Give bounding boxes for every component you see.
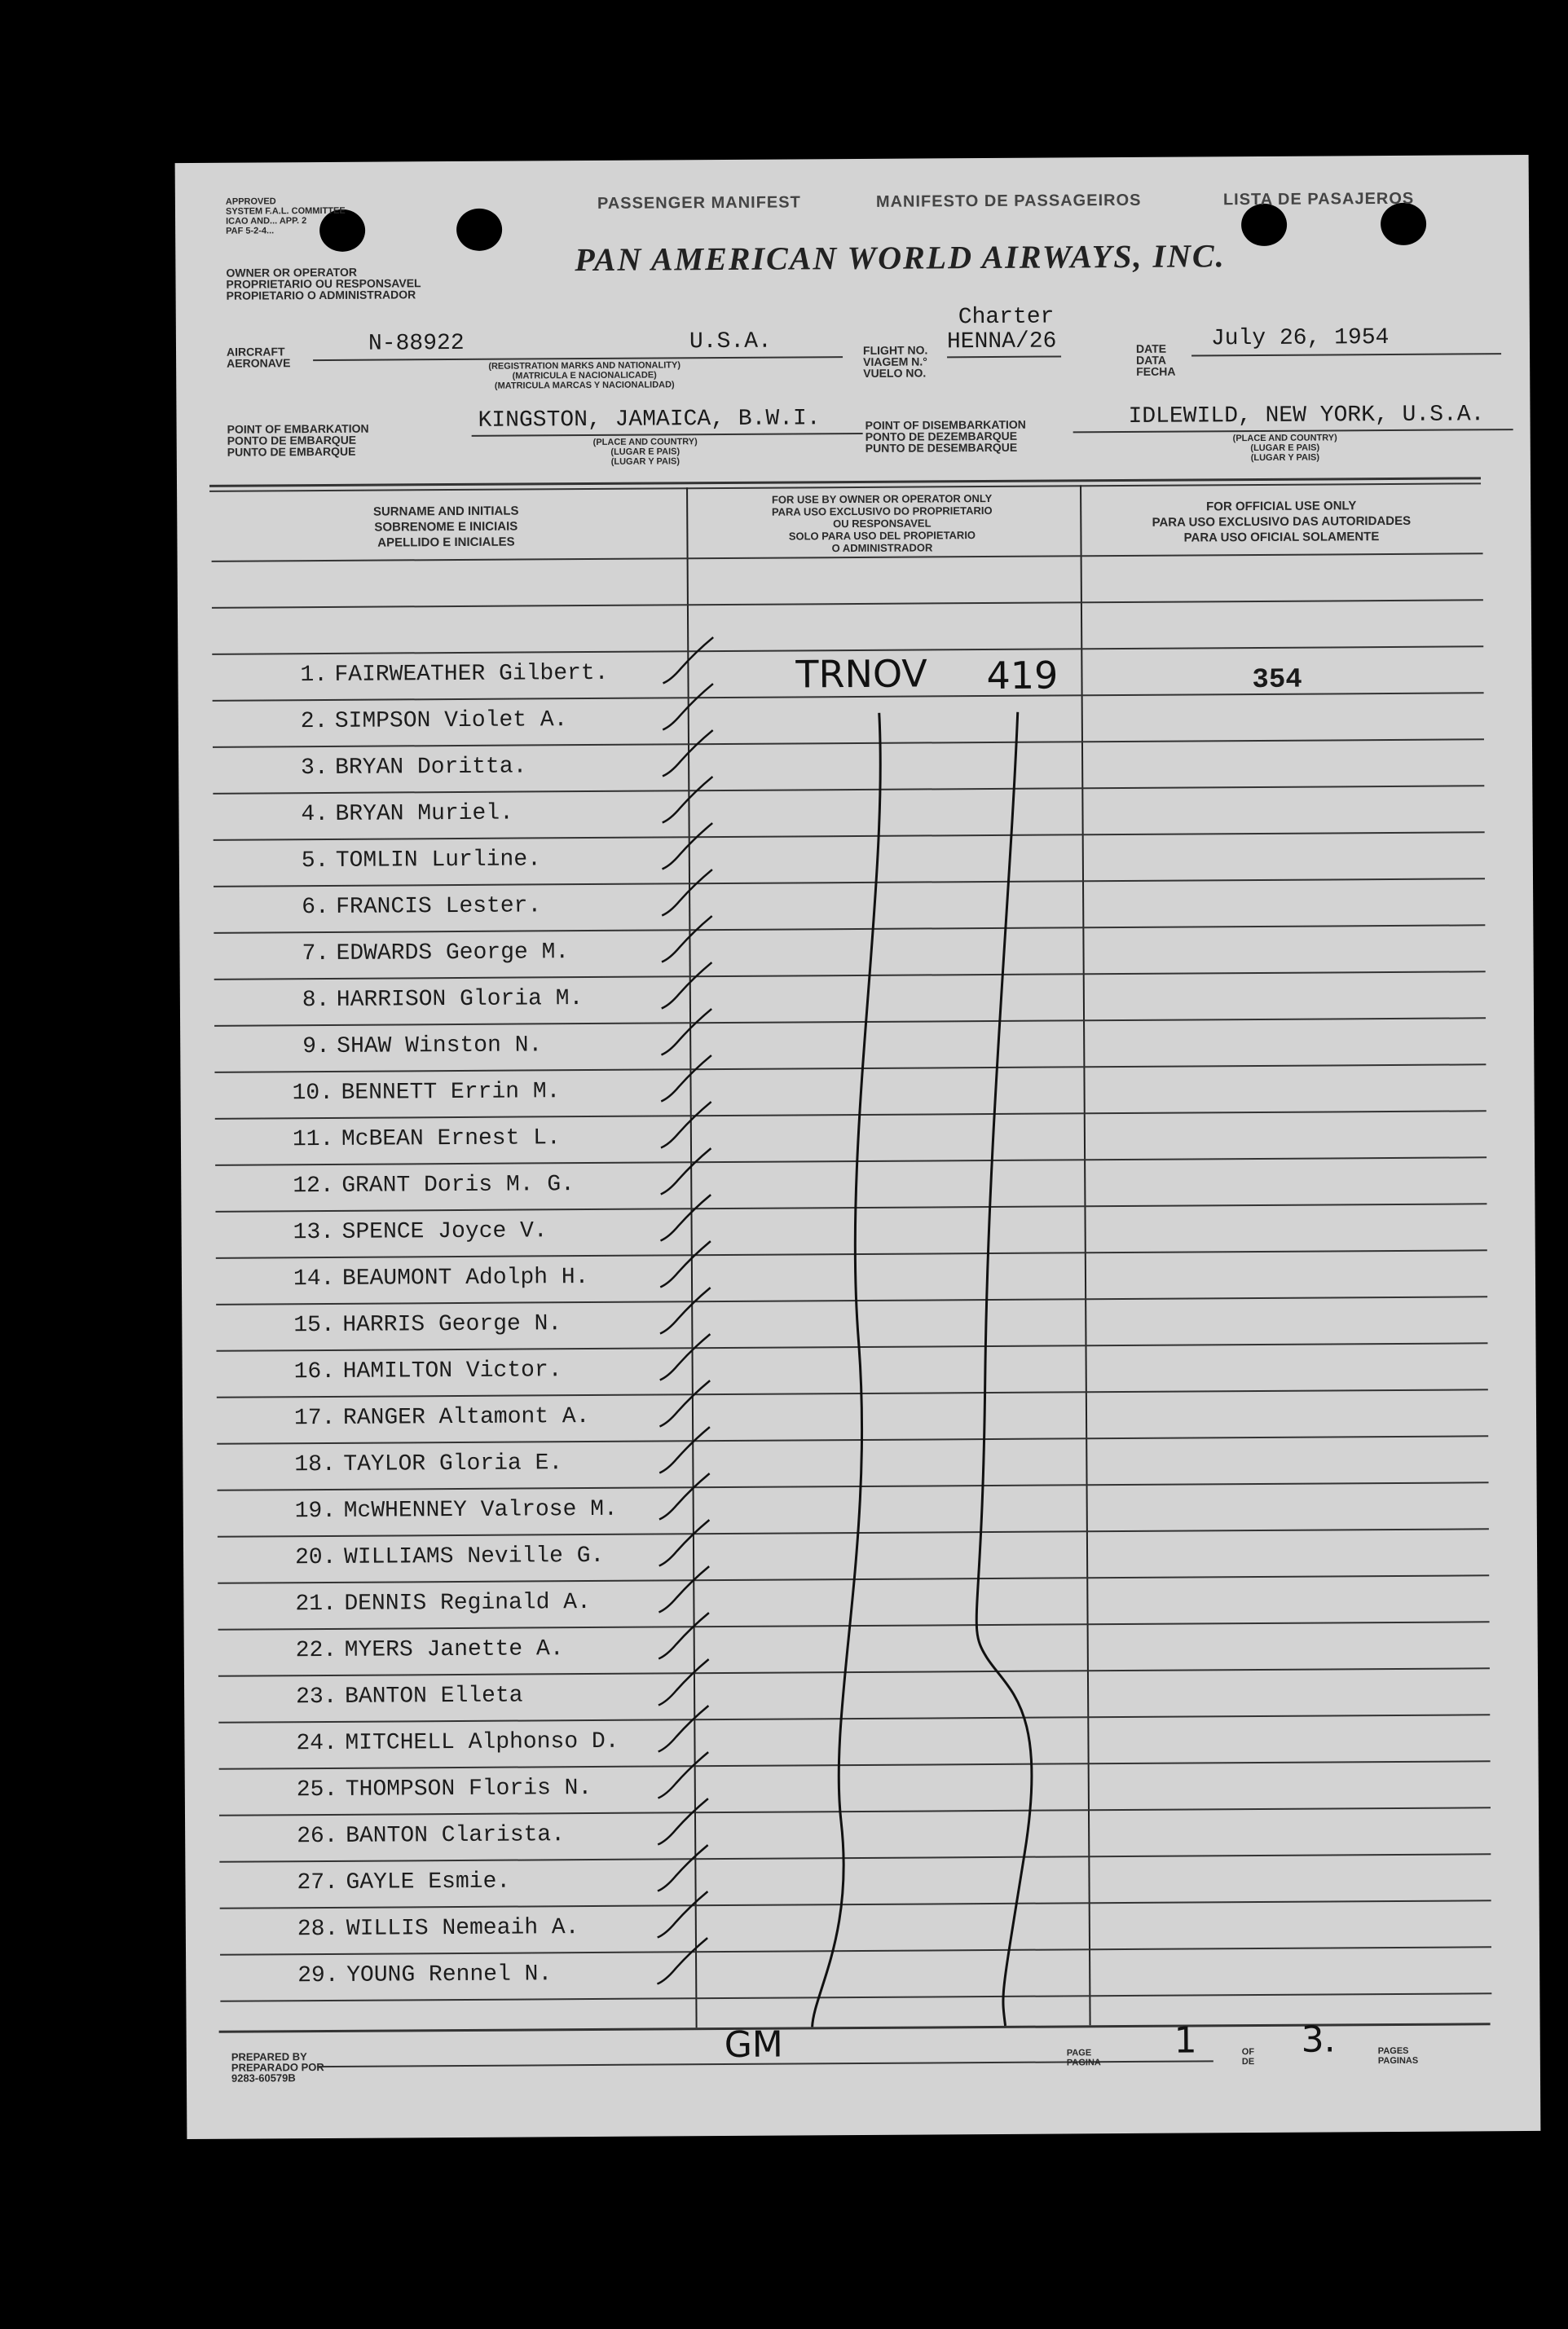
passenger-name: BRYAN Muriel. — [335, 800, 514, 827]
passenger-name: BANTON Elleta — [345, 1683, 523, 1710]
page-number: 1 — [1174, 2019, 1197, 2062]
passenger-number: 1. — [300, 662, 328, 689]
manifest-sheet — [175, 155, 1541, 2139]
embarkation-label-pt: PONTO DE EMBARQUE — [227, 433, 357, 447]
passenger-number: 4. — [301, 801, 329, 828]
check-mark — [661, 1102, 711, 1147]
column-header-line: PARA USO EXCLUSIVO DAS AUTORIDADES — [1152, 513, 1412, 530]
passenger-name: SIMPSON Violet A. — [334, 707, 568, 734]
title-spanish: LISTA DE PASAJEROS — [1222, 189, 1415, 209]
passenger-name: MYERS Janette A. — [344, 1636, 564, 1663]
handwriting-layer — [175, 155, 1541, 2139]
title-english: PASSENGER MANIFEST — [597, 193, 801, 213]
embarkation-label-es: PUNTO DE EMBARQUE — [227, 444, 356, 459]
check-mark — [658, 1752, 708, 1798]
official-number: 354 — [1252, 664, 1302, 697]
company-name: PAN AMERICAN WORLD AIRWAYS, INC. — [575, 237, 1226, 279]
prepared-initials: GM — [724, 2023, 783, 2067]
column-header-line: O ADMINISTRADOR — [831, 541, 933, 555]
passenger-number: 16. — [293, 1358, 336, 1385]
flight-label-pt: VIAGEM N.° — [863, 354, 927, 368]
disembarkation-value: IDLEWILD, NEW YORK, U.S.A. — [1128, 402, 1485, 429]
passenger-number: 28. — [297, 1916, 339, 1943]
of-label-pt: DE — [1241, 2057, 1255, 2067]
passenger-number: 26. — [297, 1823, 338, 1850]
passenger-name: HARRISON Gloria M. — [336, 986, 584, 1013]
passenger-name: BENNETT Errin M. — [341, 1079, 561, 1106]
flight-charter: Charter — [958, 304, 1055, 331]
owner-note-handwritten: TRNOV — [795, 651, 927, 697]
title-portuguese: MANIFESTO DE PASSAGEIROS — [875, 191, 1142, 211]
passenger-number: 27. — [297, 1869, 339, 1896]
pages-label-en: PAGES — [1377, 2045, 1409, 2057]
check-mark — [662, 777, 712, 822]
prepared-label: 9283-60579B — [231, 2071, 296, 2085]
passenger-name: FAIRWEATHER Gilbert. — [334, 660, 609, 688]
check-mark — [663, 684, 713, 729]
passenger-name: DENNIS Reginald A. — [344, 1590, 591, 1617]
embarkation-sublabel: (LUGAR Y PAIS) — [610, 456, 680, 467]
owner-label: PROPRIETARIO OU RESPONSAVEL — [226, 276, 421, 291]
prepared-by-label — [231, 2051, 324, 2084]
ditto-line — [804, 713, 888, 2027]
check-mark — [658, 1798, 708, 1844]
passenger-number: 6. — [302, 894, 329, 921]
check-mark — [659, 1473, 710, 1519]
passenger-name: EDWARDS George M. — [336, 940, 570, 966]
passenger-name: GAYLE Esmie. — [346, 1869, 511, 1895]
check-mark — [660, 1195, 711, 1240]
column-header-line: SOBRENOME E INICIAIS — [374, 519, 518, 535]
flight-label-en: FLIGHT NO. — [862, 343, 928, 357]
passenger-name: HAMILTON Victor. — [342, 1358, 562, 1385]
date-label-es: FECHA — [1136, 364, 1176, 378]
passenger-name: SHAW Winston N. — [337, 1032, 543, 1059]
passenger-number: 20. — [294, 1544, 337, 1571]
passenger-number: 18. — [294, 1451, 336, 1478]
check-mark — [662, 823, 712, 869]
date-label-en: DATE — [1135, 341, 1167, 355]
date-value: July 26, 1954 — [1210, 324, 1390, 352]
check-mark — [657, 1938, 707, 1983]
disembarkation-sublabel: (PLACE AND COUNTRY) — [1232, 433, 1337, 444]
passenger-name: BRYAN Doritta. — [335, 754, 527, 781]
passenger-name: WILLIS Nemeaih A. — [346, 1915, 579, 1942]
check-mark — [661, 1055, 711, 1101]
column-header-line: SURNAME AND INITIALS — [372, 504, 519, 519]
passenger-number: 14. — [293, 1266, 335, 1292]
check-mark — [661, 1009, 711, 1054]
passenger-name: HARRIS George N. — [342, 1311, 562, 1338]
disembarkation-sublabel: (LUGAR E PAIS) — [1250, 442, 1320, 454]
check-mark — [660, 1288, 711, 1333]
embarkation-label-en: POINT OF EMBARKATION — [227, 421, 369, 436]
check-mark — [659, 1427, 710, 1473]
total-pages: 3. — [1301, 2019, 1336, 2061]
passenger-name: RANGER Altamont A. — [342, 1404, 590, 1431]
date-label-pt: DATA — [1136, 353, 1166, 367]
aircraft-nationality: U.S.A. — [689, 328, 772, 355]
prepared-label: PREPARED BY — [231, 2050, 307, 2063]
check-mark — [663, 637, 713, 683]
passenger-number: 9. — [302, 1033, 330, 1060]
embarkation-sublabel: (LUGAR E PAIS) — [610, 447, 680, 457]
column-header-line: APELLIDO E INICIALES — [377, 535, 515, 550]
embarkation-sublabel: (PLACE AND COUNTRY) — [592, 437, 698, 447]
check-mark — [658, 1566, 709, 1612]
passenger-number: 22. — [295, 1637, 337, 1664]
passenger-number: 5. — [301, 848, 329, 874]
passenger-number: 19. — [294, 1498, 337, 1525]
passenger-number: 24. — [296, 1730, 337, 1757]
page-label-en: PAGE — [1066, 2048, 1092, 2058]
flight-number: HENNA/26 — [946, 328, 1057, 355]
column-header-line: PARA USO EXCLUSIVO DO PROPRIETARIO — [771, 504, 993, 518]
disembarkation-label-es: PUNTO DE DESEMBARQUE — [865, 440, 1018, 455]
aircraft-label-en: AIRCRAFT — [226, 345, 285, 359]
passenger-number: 2. — [300, 708, 328, 735]
check-mark — [659, 1380, 710, 1426]
passenger-name: BEAUMONT Adolph H. — [341, 1265, 589, 1292]
check-mark — [662, 870, 712, 915]
check-mark — [659, 1334, 710, 1380]
approval-line: SYSTEM F.A.L. COMMITTEE — [225, 205, 346, 217]
passenger-number: 7. — [302, 940, 330, 967]
passenger-number: 17. — [293, 1405, 336, 1432]
pages-label — [1378, 2046, 1418, 2066]
column-header-line: FOR USE BY OWNER OR OPERATOR ONLY — [771, 491, 993, 506]
passenger-number: 15. — [293, 1312, 335, 1339]
passenger-name: TOMLIN Lurline. — [335, 847, 541, 874]
passenger-name: YOUNG Rennel N. — [346, 1961, 553, 1988]
check-mark — [663, 730, 713, 776]
disembarkation-label-en: POINT OF DISEMBARKATION — [865, 417, 1026, 432]
embarkation-value: KINGSTON, JAMAICA, B.W.I. — [478, 406, 821, 434]
of-label-en: OF — [1241, 2047, 1255, 2058]
approval-line: ICAO AND... APP. 2 — [226, 216, 307, 227]
disembarkation-label-pt: PONTO DE DEZEMBARQUE — [865, 429, 1018, 443]
check-mark — [658, 1659, 709, 1705]
passenger-name: GRANT Doris M. G. — [341, 1172, 575, 1199]
passenger-name: BANTON Clarista. — [346, 1822, 566, 1849]
page-label-pt: PAGINA — [1066, 2058, 1101, 2068]
check-mark — [661, 962, 711, 1008]
aircraft-registration: N-88922 — [368, 330, 465, 357]
check-mark — [658, 1706, 708, 1751]
passenger-number: 11. — [292, 1126, 334, 1153]
passenger-name: SPENCE Joyce V. — [341, 1218, 548, 1245]
column-header-line: FOR OFFICIAL USE ONLY — [1206, 499, 1357, 514]
prepared-label: PREPARADO POR — [231, 2061, 324, 2074]
page-label — [1067, 2048, 1101, 2067]
check-mark — [658, 1845, 708, 1891]
approval-line: APPROVED — [225, 196, 276, 207]
passenger-number: 21. — [295, 1591, 337, 1618]
passenger-number: 13. — [293, 1219, 335, 1246]
disembarkation-sublabel: (LUGAR Y PAIS) — [1250, 452, 1320, 464]
passenger-number: 23. — [296, 1684, 337, 1710]
passenger-number: 3. — [301, 755, 328, 781]
aircraft-sublabel: (MATRICULA MARCAS Y NACIONALIDAD) — [494, 380, 675, 391]
passenger-name: WILLIAMS Neville G. — [343, 1543, 605, 1570]
of-label — [1242, 2047, 1254, 2067]
flight-label-es: VUELO NO. — [863, 366, 927, 380]
aircraft-sublabel: (REGISTRATION MARKS AND NATIONALITY) — [488, 360, 681, 372]
owner-label: OWNER OR OPERATOR — [226, 265, 357, 280]
passenger-number: 12. — [293, 1173, 334, 1200]
passenger-number: 8. — [302, 987, 330, 1014]
check-mark — [660, 1241, 711, 1287]
passenger-name: TAYLOR Gloria E. — [343, 1451, 563, 1477]
approval-line: PAF 5-2-4... — [226, 226, 275, 236]
passenger-name: McBEAN Ernest L. — [341, 1125, 561, 1152]
aircraft-label-pt: AERONAVE — [227, 356, 291, 370]
passenger-number: 10. — [292, 1080, 334, 1107]
passenger-name: FRANCIS Lester. — [336, 893, 542, 920]
passenger-name: MITCHELL Alphonso D. — [345, 1728, 619, 1756]
passenger-number: 25. — [296, 1776, 338, 1803]
passenger-number: 29. — [297, 1962, 339, 1989]
owner-label: PROPIETARIO O ADMINISTRADOR — [226, 288, 416, 302]
passenger-name: THOMPSON Floris N. — [345, 1776, 592, 1803]
owner-number-handwritten: 419 — [986, 653, 1059, 698]
column-header-line: SOLO PARA USO DEL PROPIETARIO — [788, 529, 976, 543]
aircraft-sublabel: (MATRICULA E NACIONALICADE) — [512, 370, 657, 381]
check-mark — [662, 916, 712, 962]
check-mark — [657, 1891, 707, 1937]
passenger-name: McWHENNEY Valrose M. — [343, 1496, 618, 1524]
pages-label-pt: PAGINAS — [1377, 2055, 1419, 2067]
column-header-line: OU RESPONSAVEL — [833, 517, 932, 531]
column-header-line: PARA USO OFICIAL SOLAMENTE — [1183, 530, 1380, 545]
check-mark — [660, 1148, 711, 1194]
check-mark — [658, 1613, 709, 1658]
check-mark — [658, 1520, 709, 1565]
ditto-line — [971, 712, 1033, 2026]
